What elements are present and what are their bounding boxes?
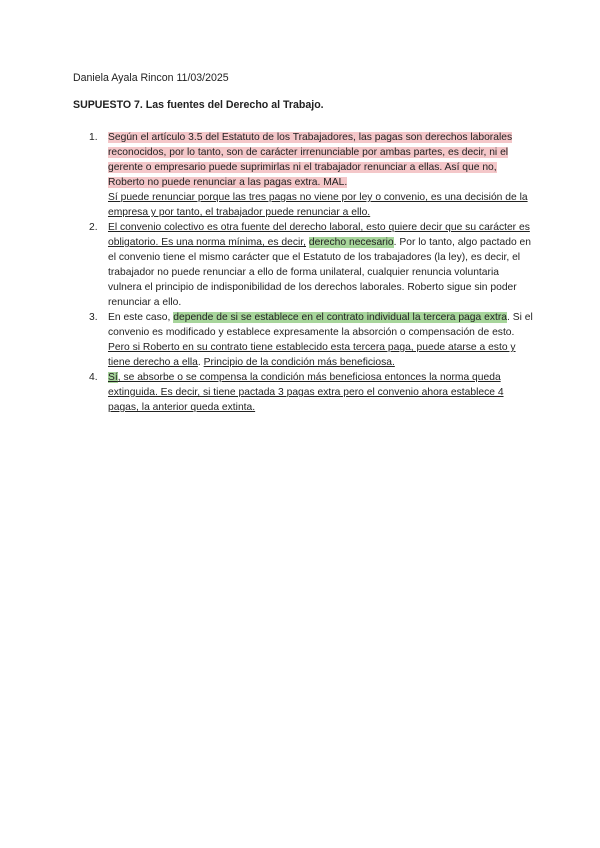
list-item-2 <box>73 220 533 310</box>
underlined-text: , se absorbe o se compensa la condición más beneficiosa entonces la norma queda extinguida. Es decir, si tiene pactada 3 pagas extra pero el convenio ahora establece 4 pagas, la anterior queda extinta. <box>108 372 504 413</box>
list-item-3: 3. En este caso, depende de si se establece en el contrato individual la tercera paga extra. Si el convenio es modificado y establece expresamente la absorción o compensación de esto. Pero si Roberto en su contrato tiene establecido esta tercera paga, puede atarse a esto y tiene derecho a ella. Principio de la condición más beneficiosa. <box>89 312 533 368</box>
teacher-correction: Sí puede renunciar porque las tres pagas no viene por ley o convenio, es una decisión de la empresa y por tanto, el trabajador puede renunciar a ello. <box>108 192 528 218</box>
body-text: . Por lo tanto, algo pactado en el convenio tiene el mismo carácter que el Estatuto de los trabajadores (la ley), es decir, el trabajador no puede renunciar a ello de forma unilateral, cualquier renuncia voluntaria vulnera el principio de indisponibilidad de los derechos laborales. Roberto sigue sin poder renunciar a ello. <box>108 237 532 308</box>
list-item-1 <box>73 130 533 220</box>
underlined-text: Pero si Roberto en su contrato tiene establecido esta tercera paga, puede atarse a esto y tiene derecho a ella <box>108 342 516 368</box>
highlighted-text: depende de si se establece en el contrato individual la tercera paga extra <box>173 312 507 323</box>
body-text: . Si el convenio es modificado y establece expresamente la absorción o compensación de esto. <box>108 312 533 338</box>
document-title: SUPUESTO 7. Las fuentes del Derecho al Trabajo. <box>73 99 324 111</box>
item-number: 1. <box>89 132 98 143</box>
highlighted-text: derecho necesario <box>308 237 394 248</box>
item-number: 2. <box>89 222 98 233</box>
list-item-4 <box>73 370 533 415</box>
body-text: En este caso, <box>108 312 171 323</box>
item-number: 4. <box>89 372 98 383</box>
item-number: 3. <box>89 312 98 323</box>
highlighted-text: Sí <box>108 372 118 383</box>
answer-list <box>73 130 533 415</box>
answer-text-highlighted: Según el artículo 3.5 del Estatuto de los Trabajadores, las pagas son derechos laborales reconocidos, por lo tanto, son de carácter irrenunciable por ambas partes, es decir, ni el gerente o empresario puede suprimirlas ni el trabajador renunciar a ellas. Así que no, Roberto no puede renunciar a las pagas extra. MAL. <box>108 132 513 188</box>
author-date-line: Daniela Ayala Rincon 11/03/2025 <box>73 72 229 84</box>
underlined-text: Principio de la condición más beneficiosa <box>203 357 392 368</box>
underlined-text: El convenio colectivo es otra fuente del derecho laboral, esto quiere decir que su carácter es obligatorio. Es una norma mínima, es decir, <box>108 222 530 248</box>
body-text: . <box>197 357 201 368</box>
